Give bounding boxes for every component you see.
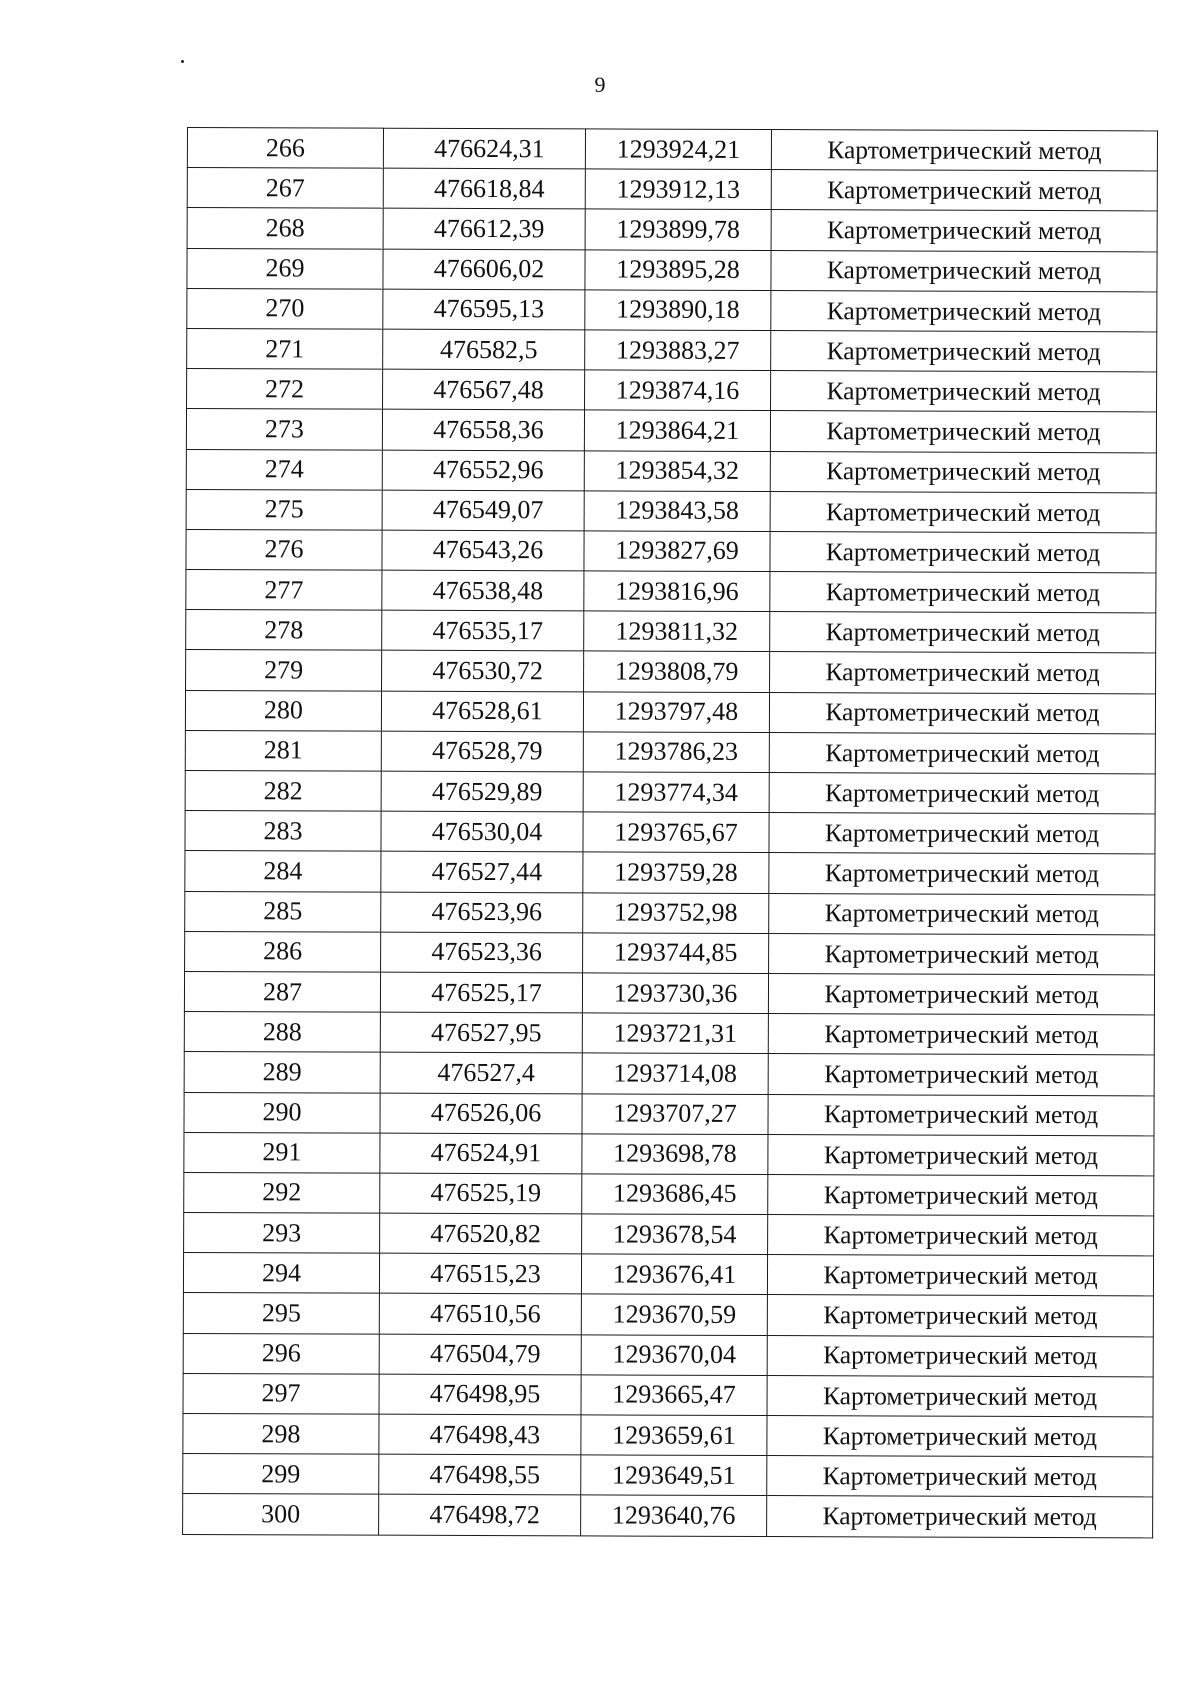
method-cell: Картометрический метод [767, 1295, 1153, 1337]
y-coordinate-cell: 1293808,79 [584, 651, 770, 692]
point-number-cell: 287 [184, 971, 380, 1012]
table-row [185, 811, 1155, 855]
method-cell: Картометрический метод [771, 170, 1157, 212]
method-cell: Картометрический метод [770, 411, 1156, 453]
y-coordinate-cell: 1293649,51 [581, 1455, 767, 1496]
point-number-cell: 293 [184, 1213, 380, 1254]
y-coordinate-cell: 1293676,41 [581, 1254, 767, 1295]
point-number-cell: 289 [184, 1052, 380, 1093]
x-coordinate-cell: 476558,36 [382, 409, 584, 450]
method-cell: Картометрический метод [771, 210, 1157, 252]
method-cell: Картометрический метод [768, 1134, 1154, 1176]
y-coordinate-cell: 1293714,08 [582, 1053, 768, 1094]
table-row [185, 931, 1155, 975]
method-cell: Картометрический метод [770, 451, 1156, 493]
x-coordinate-cell: 476528,61 [381, 691, 583, 732]
table-row [187, 328, 1157, 372]
table-row [186, 570, 1156, 614]
x-coordinate-cell: 476543,26 [382, 530, 584, 571]
point-number-cell: 271 [187, 328, 383, 369]
y-coordinate-cell: 1293698,78 [582, 1134, 768, 1175]
point-number-cell: 273 [186, 409, 382, 450]
y-coordinate-cell: 1293665,47 [581, 1375, 767, 1416]
point-number-cell: 292 [184, 1172, 380, 1213]
point-number-cell: 285 [185, 891, 381, 932]
point-number-cell: 281 [185, 730, 381, 771]
x-coordinate-cell: 476529,89 [381, 771, 583, 812]
table-row [187, 168, 1157, 212]
method-cell: Картометрический метод [767, 1456, 1153, 1498]
table-row [186, 489, 1156, 533]
table-row [186, 409, 1156, 453]
table-row [184, 1012, 1154, 1056]
coordinates-table [182, 127, 1158, 1538]
x-coordinate-cell: 476527,44 [381, 852, 583, 893]
y-coordinate-cell: 1293744,85 [583, 933, 769, 974]
point-number-cell: 294 [183, 1253, 379, 1294]
y-coordinate-cell: 1293659,61 [581, 1415, 767, 1456]
x-coordinate-cell: 476498,43 [379, 1414, 581, 1455]
point-number-cell: 274 [186, 449, 382, 490]
x-coordinate-cell: 476515,23 [379, 1253, 581, 1294]
x-coordinate-cell: 476552,96 [382, 450, 584, 491]
method-cell: Картометрический метод [770, 491, 1156, 533]
point-number-cell: 297 [183, 1373, 379, 1414]
method-cell: Картометрический метод [767, 1416, 1153, 1458]
y-coordinate-cell: 1293670,04 [581, 1335, 767, 1376]
x-coordinate-cell: 476606,02 [383, 249, 585, 290]
y-coordinate-cell: 1293786,23 [583, 732, 769, 773]
y-coordinate-cell: 1293670,59 [581, 1294, 767, 1335]
x-coordinate-cell: 476612,39 [383, 209, 585, 250]
y-coordinate-cell: 1293827,69 [584, 531, 770, 572]
method-cell: Картометрический метод [771, 371, 1157, 413]
y-coordinate-cell: 1293864,21 [584, 410, 770, 451]
method-cell: Картометрический метод [769, 813, 1155, 855]
method-cell: Картометрический метод [771, 130, 1157, 172]
x-coordinate-cell: 476538,48 [382, 570, 584, 611]
table-row [187, 369, 1157, 413]
table-row [183, 1494, 1153, 1538]
table-row [184, 1092, 1154, 1136]
method-cell: Картометрический метод [769, 692, 1155, 734]
y-coordinate-cell: 1293854,32 [584, 450, 770, 491]
y-coordinate-cell: 1293640,76 [581, 1495, 767, 1536]
point-number-cell: 288 [184, 1012, 380, 1053]
x-coordinate-cell: 476549,07 [382, 490, 584, 531]
x-coordinate-cell: 476523,36 [381, 932, 583, 973]
point-number-cell: 290 [184, 1092, 380, 1133]
method-cell: Картометрический метод [769, 893, 1155, 935]
y-coordinate-cell: 1293678,54 [582, 1214, 768, 1255]
x-coordinate-cell: 476595,13 [383, 289, 585, 330]
point-number-cell: 298 [183, 1413, 379, 1454]
point-number-cell: 283 [185, 811, 381, 852]
table-row [183, 1373, 1153, 1417]
table-row [186, 610, 1156, 654]
x-coordinate-cell: 476498,55 [379, 1454, 581, 1495]
point-number-cell: 279 [186, 650, 382, 691]
y-coordinate-cell: 1293912,13 [585, 169, 771, 210]
coordinates-table-body [183, 128, 1158, 1538]
method-cell: Картометрический метод [768, 1054, 1154, 1096]
method-cell: Картометрический метод [767, 1375, 1153, 1417]
table-row [185, 730, 1155, 774]
method-cell: Картометрический метод [770, 572, 1156, 614]
x-coordinate-cell: 476525,17 [380, 972, 582, 1013]
table-row [183, 1333, 1153, 1377]
table-row [184, 1213, 1154, 1257]
point-number-cell: 266 [187, 128, 383, 169]
x-coordinate-cell: 476504,79 [379, 1334, 581, 1375]
point-number-cell: 276 [186, 529, 382, 570]
method-cell: Картометрический метод [767, 1255, 1153, 1297]
table-row [185, 770, 1155, 814]
method-cell: Картометрический метод [770, 652, 1156, 694]
x-coordinate-cell: 476624,31 [383, 128, 585, 169]
method-cell: Картометрический метод [769, 732, 1155, 774]
y-coordinate-cell: 1293721,31 [582, 1013, 768, 1054]
x-coordinate-cell: 476567,48 [383, 369, 585, 410]
x-coordinate-cell: 476523,96 [381, 892, 583, 933]
point-number-cell: 278 [186, 610, 382, 651]
x-coordinate-cell: 476498,95 [379, 1374, 581, 1415]
point-number-cell: 275 [186, 489, 382, 530]
table-row [187, 208, 1157, 252]
y-coordinate-cell: 1293895,28 [585, 249, 771, 290]
x-coordinate-cell: 476530,04 [381, 811, 583, 852]
point-number-cell: 270 [187, 288, 383, 329]
table-row [186, 529, 1156, 573]
method-cell: Картометрический метод [768, 1014, 1154, 1056]
method-cell: Картометрический метод [771, 250, 1157, 292]
table-row [186, 449, 1156, 493]
y-coordinate-cell: 1293883,27 [585, 330, 771, 371]
y-coordinate-cell: 1293707,27 [582, 1093, 768, 1134]
y-coordinate-cell: 1293774,34 [583, 772, 769, 813]
point-number-cell: 282 [185, 770, 381, 811]
table-row [184, 1052, 1154, 1096]
point-number-cell: 272 [187, 369, 383, 410]
method-cell: Картометрический метод [769, 853, 1155, 895]
y-coordinate-cell: 1293924,21 [585, 129, 771, 170]
method-cell: Картометрический метод [768, 1174, 1154, 1216]
x-coordinate-cell: 476525,19 [380, 1173, 582, 1214]
table-row [185, 690, 1155, 734]
table-row [186, 650, 1156, 694]
x-coordinate-cell: 476520,82 [380, 1213, 582, 1254]
table-row [185, 851, 1155, 895]
x-coordinate-cell: 476582,5 [383, 329, 585, 370]
y-coordinate-cell: 1293811,32 [584, 611, 770, 652]
x-coordinate-cell: 476535,17 [382, 610, 584, 651]
y-coordinate-cell: 1293765,67 [583, 812, 769, 853]
method-cell: Картометрический метод [769, 773, 1155, 815]
table-row [183, 1293, 1153, 1337]
table-row [183, 1253, 1153, 1297]
y-coordinate-cell: 1293843,58 [584, 491, 770, 532]
point-number-cell: 295 [183, 1293, 379, 1334]
x-coordinate-cell: 476527,4 [380, 1052, 582, 1093]
point-number-cell: 269 [187, 248, 383, 289]
y-coordinate-cell: 1293759,28 [583, 852, 769, 893]
scan-speck [181, 60, 184, 63]
point-number-cell: 286 [185, 931, 381, 972]
method-cell: Картометрический метод [771, 290, 1157, 332]
point-number-cell: 300 [183, 1494, 379, 1535]
x-coordinate-cell: 476510,56 [379, 1294, 581, 1335]
x-coordinate-cell: 476498,72 [379, 1495, 581, 1536]
table-row [187, 248, 1157, 292]
x-coordinate-cell: 476530,72 [382, 651, 584, 692]
y-coordinate-cell: 1293899,78 [585, 209, 771, 250]
x-coordinate-cell: 476526,06 [380, 1093, 582, 1134]
y-coordinate-cell: 1293874,16 [585, 370, 771, 411]
method-cell: Картометрический метод [768, 973, 1154, 1015]
point-number-cell: 284 [185, 851, 381, 892]
method-cell: Картометрический метод [767, 1496, 1153, 1538]
table-row [187, 128, 1157, 172]
y-coordinate-cell: 1293752,98 [583, 892, 769, 933]
x-coordinate-cell: 476528,79 [381, 731, 583, 772]
table-row [185, 891, 1155, 935]
point-number-cell: 267 [187, 168, 383, 209]
method-cell: Картометрический метод [770, 612, 1156, 654]
point-number-cell: 277 [186, 570, 382, 611]
y-coordinate-cell: 1293686,45 [582, 1174, 768, 1215]
method-cell: Картометрический метод [769, 933, 1155, 975]
table-row [187, 288, 1157, 332]
point-number-cell: 291 [184, 1132, 380, 1173]
method-cell: Картометрический метод [771, 330, 1157, 372]
y-coordinate-cell: 1293797,48 [583, 692, 769, 733]
table-row [184, 1172, 1154, 1216]
y-coordinate-cell: 1293816,96 [584, 571, 770, 612]
method-cell: Картометрический метод [770, 531, 1156, 573]
point-number-cell: 299 [183, 1454, 379, 1495]
point-number-cell: 268 [187, 208, 383, 249]
table-row [183, 1454, 1153, 1498]
y-coordinate-cell: 1293730,36 [582, 973, 768, 1014]
page-number: 9 [594, 72, 606, 97]
point-number-cell: 280 [185, 690, 381, 731]
x-coordinate-cell: 476527,95 [380, 1012, 582, 1053]
table-row [184, 971, 1154, 1015]
point-number-cell: 296 [183, 1333, 379, 1374]
method-cell: Картометрический метод [767, 1335, 1153, 1377]
method-cell: Картометрический метод [768, 1094, 1154, 1136]
table-row [183, 1413, 1153, 1457]
y-coordinate-cell: 1293890,18 [585, 290, 771, 331]
x-coordinate-cell: 476524,91 [380, 1133, 582, 1174]
x-coordinate-cell: 476618,84 [383, 168, 585, 209]
table-row [184, 1132, 1154, 1176]
method-cell: Картометрический метод [768, 1215, 1154, 1257]
